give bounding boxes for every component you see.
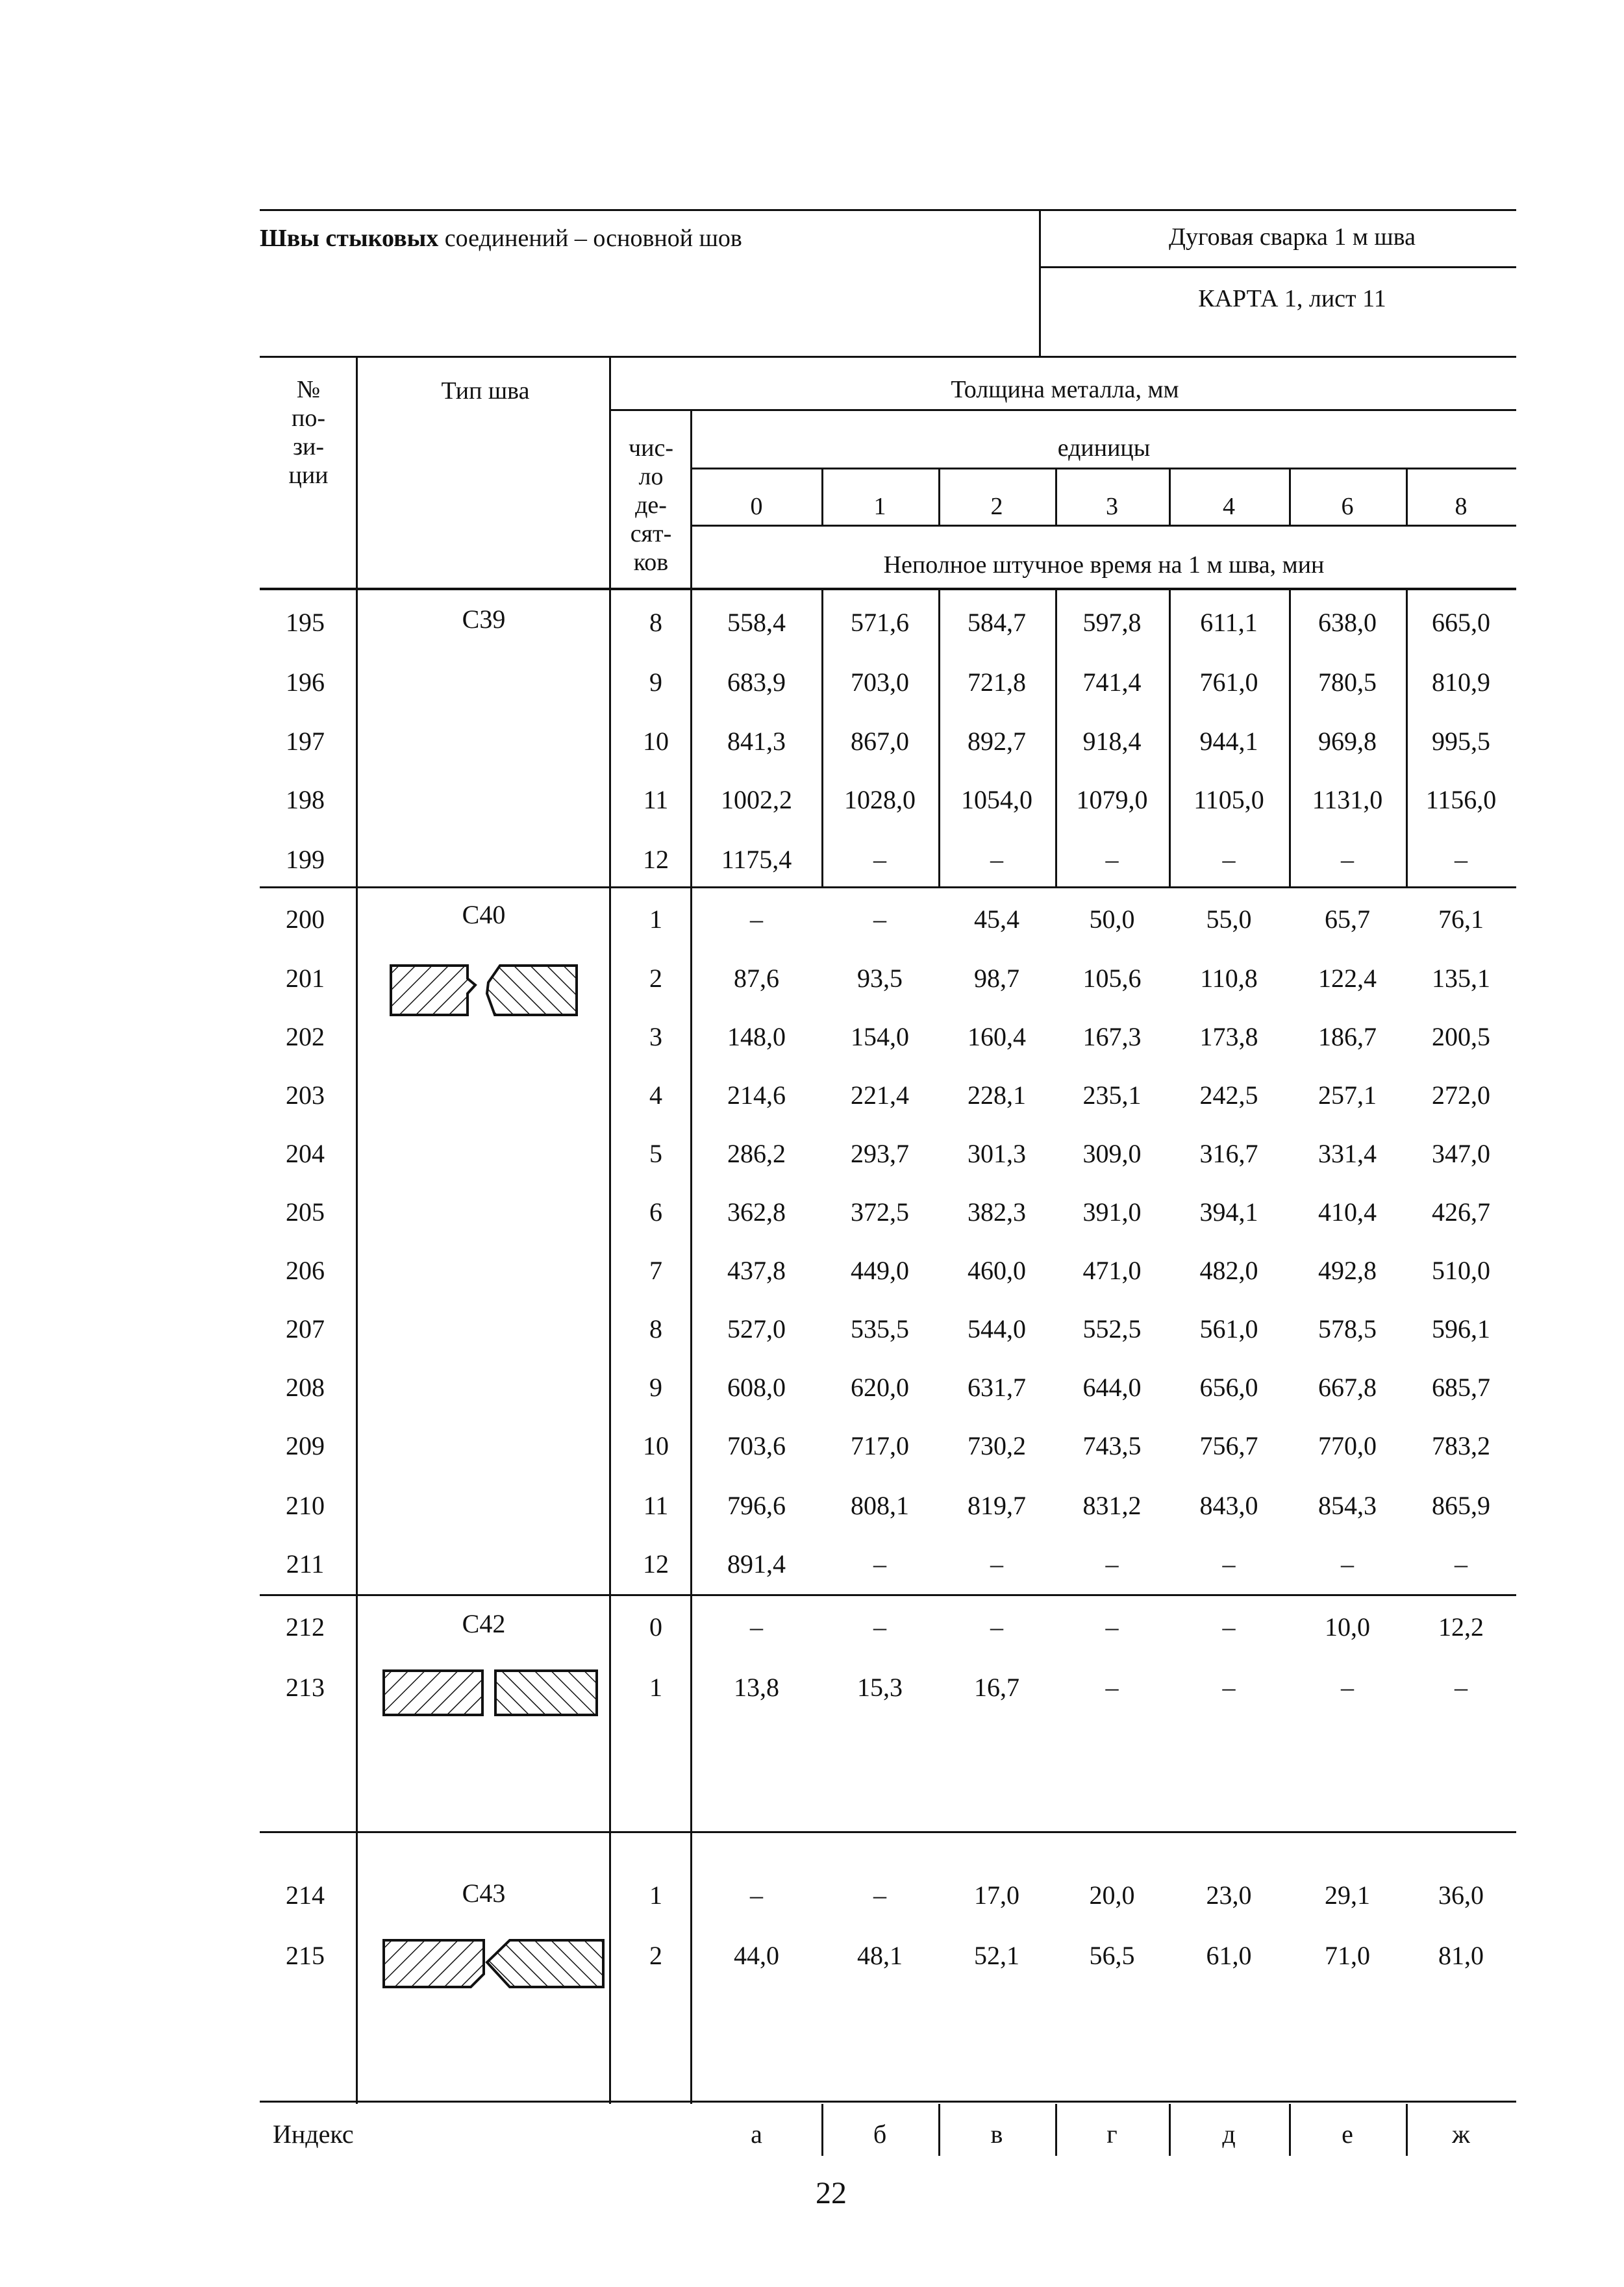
position-number: 203 [286,1081,325,1110]
time-value: 16,7 [974,1673,1019,1702]
position-number: 201 [286,964,325,993]
time-value: 492,8 [1318,1256,1377,1285]
position-number: 195 [286,608,325,637]
time-value: 235,1 [1082,1081,1142,1110]
tens-count: 8 [649,1314,662,1343]
tens-count: 12 [643,1549,669,1579]
unit-col-header: 0 [750,493,763,520]
time-value: 272,0 [1432,1081,1490,1110]
time-value: 148,0 [727,1022,786,1051]
rule-footer [260,2101,1516,2103]
time-value: 578,5 [1318,1314,1377,1343]
time-value: 410,4 [1318,1197,1377,1227]
position-number: 204 [286,1139,325,1168]
time-value: 510,0 [1432,1256,1490,1285]
weld-type-label: С43 [462,1879,506,1908]
tens-count: 4 [649,1081,662,1110]
col-header-units: единицы [1057,434,1151,462]
time-value: – [873,845,886,874]
time-value: 819,7 [968,1491,1026,1520]
time-value: 471,0 [1082,1256,1142,1285]
time-value: 309,0 [1082,1139,1142,1168]
time-value: – [1455,1549,1468,1579]
position-number: 213 [286,1673,325,1702]
tens-count: 12 [643,845,669,874]
time-value: 286,2 [727,1139,786,1168]
time-value: 44,0 [734,1941,779,1970]
time-value: 20,0 [1089,1881,1135,1910]
table-rule [1406,468,1408,526]
time-value: 596,1 [1432,1314,1490,1343]
time-value: 242,5 [1199,1081,1258,1110]
tens-count: 6 [649,1197,662,1227]
time-value: 372,5 [851,1197,909,1227]
time-value: 362,8 [727,1197,786,1227]
weld-c42-icon [380,1666,601,1721]
index-letter: б [873,2119,887,2149]
time-value: 257,1 [1318,1081,1377,1110]
time-value: 1156,0 [1425,785,1497,814]
rule-group [260,886,1516,888]
time-value: – [750,1881,763,1910]
table-rule [938,468,940,526]
time-value: 1131,0 [1312,785,1383,814]
time-value: 29,1 [1325,1881,1370,1910]
time-value: – [1341,1673,1354,1702]
unit-col-header: 6 [1341,493,1354,520]
index-letter: е [1342,2119,1353,2149]
time-value: 391,0 [1082,1197,1142,1227]
tens-count: 2 [649,964,662,993]
rule-unit-nums [692,525,1516,527]
time-value: – [873,1881,886,1910]
card-sheet: КАРТА 1, лист 11 [1198,285,1386,312]
time-value: – [990,1612,1003,1642]
position-number: 200 [286,905,325,934]
time-value: – [1455,1673,1468,1702]
time-value: – [750,905,763,934]
time-value: 56,5 [1089,1941,1135,1970]
time-value: 98,7 [974,964,1019,993]
index-letter: а [751,2119,762,2149]
time-value: 331,4 [1318,1139,1377,1168]
time-value: 87,6 [734,964,779,993]
rule-units [692,468,1516,469]
time-value: 23,0 [1206,1881,1252,1910]
time-value: 71,0 [1325,1941,1370,1970]
position-number: 209 [286,1431,325,1460]
col-header-thickness: Толщина металла, мм [951,376,1179,403]
time-value: – [990,845,1003,874]
time-value: 665,0 [1432,608,1490,637]
position-number: 215 [286,1941,325,1970]
weld-c40-icon [390,958,578,1023]
position-number: 196 [286,668,325,697]
time-value: 867,0 [851,727,909,756]
index-letter: д [1222,2119,1236,2149]
time-value: 527,0 [727,1314,786,1343]
weld-type-label: С39 [462,605,506,634]
rule-header-split [1039,209,1041,357]
time-value: 293,7 [851,1139,909,1168]
time-value: 831,2 [1082,1491,1142,1520]
time-value: 135,1 [1432,964,1490,993]
index-letter: г [1106,2119,1118,2149]
time-value: 449,0 [851,1256,909,1285]
time-value: 437,8 [727,1256,786,1285]
table-rule [821,468,823,526]
time-value: – [1341,845,1354,874]
weld-type-label: С40 [462,900,506,929]
tens-count: 1 [649,1673,662,1702]
time-value: 918,4 [1082,727,1142,756]
index-letter: в [990,2119,1003,2149]
time-value: 52,1 [974,1941,1019,1970]
time-value: 228,1 [968,1081,1026,1110]
time-value: 683,9 [727,668,786,697]
rule-thickness [610,409,1516,411]
time-value: 535,5 [851,1314,909,1343]
time-value: 620,0 [851,1373,909,1402]
time-value: 584,7 [968,608,1026,637]
time-value: 167,3 [1082,1022,1142,1051]
time-value: 796,6 [727,1491,786,1520]
time-value: 13,8 [734,1673,779,1702]
time-value: 1002,2 [721,785,792,814]
card-title-bold: Швы стыковых [260,225,439,252]
time-value: 426,7 [1432,1197,1490,1227]
time-value: 10,0 [1325,1612,1370,1642]
time-value: 1079,0 [1076,785,1148,814]
position-number: 197 [286,727,325,756]
rule-header-mid [1039,266,1516,268]
tens-count: 10 [643,727,669,756]
time-value: 808,1 [851,1491,909,1520]
time-value: 717,0 [851,1431,909,1460]
time-value: 382,3 [968,1197,1026,1227]
time-value: 48,1 [857,1941,903,1970]
position-number: 210 [286,1491,325,1520]
time-value: 105,6 [1082,964,1142,993]
time-value: 214,6 [727,1081,786,1110]
position-number: 205 [286,1197,325,1227]
time-value: 160,4 [968,1022,1026,1051]
time-value: 15,3 [857,1673,903,1702]
time-value: 865,9 [1432,1491,1490,1520]
time-value: 810,9 [1432,668,1490,697]
position-number: 214 [286,1881,325,1910]
position-number: 202 [286,1022,325,1051]
time-value: 611,1 [1200,608,1258,637]
tens-count: 2 [649,1941,662,1970]
time-value: 200,5 [1432,1022,1490,1051]
unit-col-header: 4 [1223,493,1235,520]
time-value: 1105,0 [1193,785,1264,814]
position-number: 211 [286,1549,325,1579]
time-value: 571,6 [851,608,909,637]
tens-count: 9 [649,1373,662,1402]
time-value: 944,1 [1199,727,1258,756]
time-value: 644,0 [1082,1373,1142,1402]
position-number: 206 [286,1256,325,1285]
time-value: – [1105,845,1119,874]
time-value: 780,5 [1318,668,1377,697]
time-value: – [1105,1673,1119,1702]
time-value: 597,8 [1082,608,1142,637]
time-value: 761,0 [1199,668,1258,697]
time-value: 783,2 [1432,1431,1490,1460]
time-value: 743,5 [1082,1431,1142,1460]
rule-header-bottom [260,356,1516,358]
tens-count: 8 [649,608,662,637]
table-rule [609,357,611,2104]
time-value: 608,0 [727,1373,786,1402]
unit-col-header: 3 [1106,493,1118,520]
time-value: 460,0 [968,1256,1026,1285]
time-value: 741,4 [1082,668,1142,697]
time-value: – [1105,1612,1119,1642]
time-value: 316,7 [1199,1139,1258,1168]
time-value: 186,7 [1318,1022,1377,1051]
time-value: – [1222,1612,1236,1642]
tens-count: 10 [643,1431,669,1460]
tens-count: 1 [649,905,662,934]
weld-type-label: С42 [462,1609,506,1638]
time-value: 12,2 [1438,1612,1484,1642]
rule-header-end [260,588,1516,590]
unit-col-header: 8 [1455,493,1468,520]
time-value: – [1341,1549,1354,1579]
time-value: 558,4 [727,608,786,637]
time-value: 1054,0 [961,785,1032,814]
time-value: 843,0 [1199,1491,1258,1520]
col-header-position: № по- зи- ции [288,376,329,489]
time-value: 93,5 [857,964,903,993]
card-title-rest: соединений – основной шов [438,225,742,252]
tens-count: 5 [649,1139,662,1168]
position-number: 212 [286,1612,325,1642]
time-value: – [990,1549,1003,1579]
time-value: 854,3 [1318,1491,1377,1520]
time-value: – [1222,1673,1236,1702]
time-value: 55,0 [1206,905,1252,934]
time-value: 770,0 [1318,1431,1377,1460]
time-value: 347,0 [1432,1139,1490,1168]
rule-group [260,1831,1516,1833]
index-letter: ж [1452,2119,1470,2149]
tens-count: 9 [649,668,662,697]
index-label: Индекс [273,2119,354,2149]
table-rule [1289,468,1291,526]
table-rule [1055,468,1057,526]
time-value: 667,8 [1318,1373,1377,1402]
position-number: 207 [286,1314,325,1343]
time-value: 544,0 [968,1314,1026,1343]
unit-col-header: 2 [990,493,1003,520]
weld-c43-icon [380,1935,607,1993]
time-value: 65,7 [1325,905,1370,934]
time-value: – [1455,845,1468,874]
time-value: 552,5 [1082,1314,1142,1343]
time-value: 969,8 [1318,727,1377,756]
time-value: 631,7 [968,1373,1026,1402]
time-value: 756,7 [1199,1431,1258,1460]
time-value: 656,0 [1199,1373,1258,1402]
time-value: 995,5 [1432,727,1490,756]
time-value: 1028,0 [844,785,916,814]
time-value: – [1222,845,1236,874]
col-header-weld-type: Тип шва [441,377,530,405]
rule-group [260,1594,1516,1596]
col-header-subtitle: Неполное штучное время на 1 м шва, мин [883,551,1325,579]
table-rule [356,357,358,2104]
time-value: 17,0 [974,1881,1019,1910]
time-value: 221,4 [851,1081,909,1110]
time-value: – [1222,1549,1236,1579]
time-value: 36,0 [1438,1881,1484,1910]
time-value: – [873,1549,886,1579]
time-value: 394,1 [1199,1197,1258,1227]
time-value: 721,8 [968,668,1026,697]
tens-count: 3 [649,1022,662,1051]
time-value: 173,8 [1199,1022,1258,1051]
position-number: 198 [286,785,325,814]
page-number: 22 [816,2176,847,2210]
tens-count: 11 [643,1491,669,1520]
time-value: 482,0 [1199,1256,1258,1285]
time-value: – [873,905,886,934]
card-title [260,224,742,253]
time-value: 76,1 [1438,905,1484,934]
position-number: 208 [286,1373,325,1402]
time-value: 892,7 [968,727,1026,756]
tens-count: 1 [649,1881,662,1910]
time-value: 301,3 [968,1139,1026,1168]
col-header-tens: чис- ло де- сят- ков [629,434,673,576]
position-number: 199 [286,845,325,874]
table-rule [1169,468,1171,526]
time-value: 110,8 [1200,964,1258,993]
time-value: 1175,4 [721,845,792,874]
rule-top [260,209,1516,211]
card-method: Дуговая сварка 1 м шва [1169,223,1416,251]
time-value: – [873,1612,886,1642]
time-value: 122,4 [1318,964,1377,993]
time-value: 891,4 [727,1549,786,1579]
tens-count: 11 [643,785,669,814]
time-value: 730,2 [968,1431,1026,1460]
tens-count: 7 [649,1256,662,1285]
time-value: 685,7 [1432,1373,1490,1402]
time-value: 703,6 [727,1431,786,1460]
time-value: 703,0 [851,668,909,697]
time-value: 638,0 [1318,608,1377,637]
unit-col-header: 1 [873,493,886,520]
time-value: 45,4 [974,905,1019,934]
time-value: 561,0 [1199,1314,1258,1343]
time-value: 61,0 [1206,1941,1252,1970]
time-value: 841,3 [727,727,786,756]
tens-count: 0 [649,1612,662,1642]
time-value: – [750,1612,763,1642]
time-value: 50,0 [1089,905,1135,934]
time-value: 81,0 [1438,1941,1484,1970]
time-value: – [1105,1549,1119,1579]
time-value: 154,0 [851,1022,909,1051]
